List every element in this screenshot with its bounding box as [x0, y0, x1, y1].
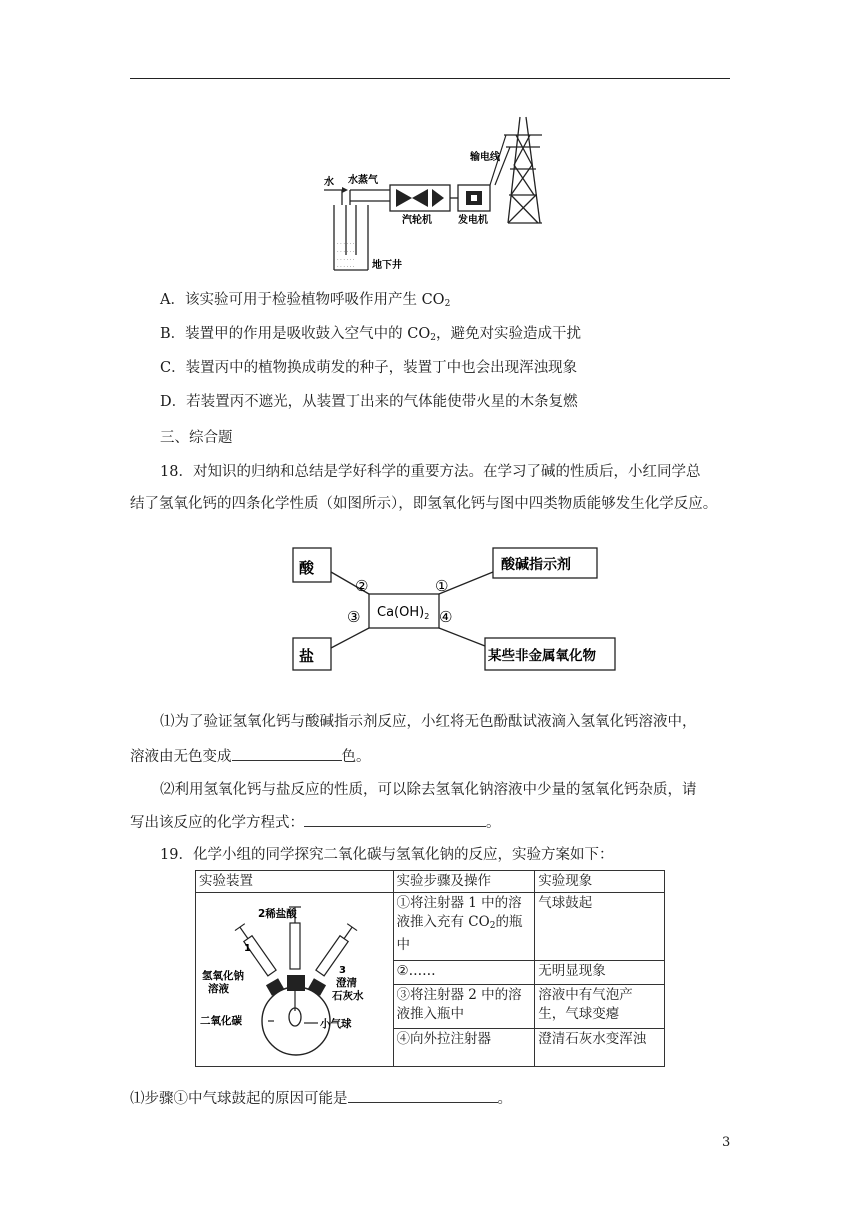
power-plant-diagram — [320, 105, 550, 280]
center-formula: $Ca(OH)_2$ — [377, 605, 430, 621]
generator-label: 发电机 — [458, 215, 488, 226]
header-steps: 实验步骤及操作 — [393, 871, 535, 893]
salt-label: 盐 — [299, 647, 315, 665]
q18-line2: 结了氢氧化钙的四条化学性质（如图所示），即氢氧化钙与图中四类物质能够发生化学反应。 — [130, 496, 718, 512]
link-3: ③ — [347, 608, 361, 626]
naoh-label-1: 氢氧化钠 — [202, 970, 244, 982]
indicator-label: 酸碱指示剂 — [501, 557, 571, 573]
steam-label: 水蒸气 — [348, 175, 378, 186]
syringe-3-num: 3 — [339, 965, 346, 976]
table-header-row — [196, 871, 665, 893]
answer-blank-equation[interactable] — [304, 812, 486, 827]
answer-blank-color[interactable] — [232, 746, 342, 761]
obs-3: 溶液中有气泡产 生，气球变瘪 — [535, 985, 665, 1029]
q18-line1: 18．对知识的归纳和总结是学好科学的重要方法。在学习了碱的性质后，小红同学总 — [160, 464, 701, 480]
link-2: ② — [355, 577, 369, 595]
turbine-label: 汽轮机 — [402, 215, 432, 226]
oxide-label: 某些非金属氧化物 — [488, 648, 596, 664]
q18-sub1-line2: 溶液由无色变成 色。 — [130, 746, 371, 767]
well-label: 地下井 — [372, 260, 402, 271]
option-a: A．该实验可用于检验植物呼吸作用产生 $CO_2$ — [160, 292, 451, 309]
co2-naoh-apparatus — [196, 893, 392, 1065]
svg-text:· · · · · ·: · · · · · · — [337, 249, 355, 255]
balloon-label: 小气球 — [320, 1018, 352, 1030]
line-label: 输电线 — [470, 152, 500, 163]
water-label: 水 — [324, 177, 334, 188]
q18-sub2-line2: 写出该反应的化学方程式： 。 — [130, 812, 501, 833]
experiment-table — [195, 870, 665, 1067]
q19-sub1: ⑴步骤①中气球鼓起的原因可能是 。 — [130, 1088, 512, 1109]
link-4: ④ — [439, 608, 453, 626]
syringe-1-num: 1 — [244, 943, 251, 954]
syringe-2 — [290, 923, 300, 969]
co2-label: 二氧化碳 — [200, 1015, 242, 1027]
link-1: ① — [435, 577, 449, 595]
step-2: ②…… — [393, 961, 535, 985]
q19-intro: 19．化学小组的同学探究二氧化碳与氢氧化钠的反应，实验方案如下： — [160, 847, 614, 863]
obs-4: 澄清石灰水变浑浊 — [535, 1029, 665, 1067]
answer-blank-balloon[interactable] — [348, 1088, 498, 1103]
obs-2: 无明显现象 — [535, 961, 665, 985]
naoh-label-2: 溶液 — [208, 983, 229, 995]
apparatus-cell — [196, 893, 394, 1067]
page-number: 3 — [722, 1135, 731, 1150]
well-water — [337, 241, 355, 270]
option-b: B．装置甲的作用是吸收鼓入空气中的 $CO_2$，避免对实验造成干扰 — [160, 326, 581, 343]
syringe-1 — [244, 936, 276, 976]
table-row — [196, 893, 665, 961]
option-d: D．若装置丙不遮光，从装置丁出来的气体能使带火星的木条复燃 — [160, 394, 578, 410]
step-3: ③将注射器 2 中的溶 液推入瓶中 — [393, 985, 535, 1029]
hcl-label: 2稀盐酸 — [258, 908, 297, 920]
calcium-hydroxide-diagram — [285, 540, 625, 675]
header-rule — [130, 78, 730, 79]
q18-sub2-line1: ⑵利用氢氧化钙与盐反应的性质，可以除去氢氧化钠溶液中少量的氢氧化钙杂质，请 — [160, 782, 697, 798]
q18-sub1-line1: ⑴为了验证氢氧化钙与酸碱指示剂反应，小红将无色酚酞试液滴入氢氧化钙溶液中， — [160, 714, 697, 730]
step-4: ④向外拉注射器 — [393, 1029, 535, 1067]
svg-text:· · · · · ·: · · · · · · — [337, 257, 355, 263]
option-c: C．装置丙中的植物换成萌发的种子，装置丁中也会出现浑浊现象 — [160, 360, 578, 376]
header-apparatus: 实验装置 — [196, 871, 394, 893]
lime-label-2: 石灰水 — [332, 990, 364, 1002]
svg-text:· · · · · ·: · · · · · · — [337, 264, 355, 270]
transmission-tower-icon — [504, 117, 542, 223]
obs-1: 气球鼓起 — [535, 893, 665, 961]
step-1: ①将注射器 1 中的溶 液推入充有 $CO_2$的瓶 中 — [393, 893, 535, 961]
acid-label: 酸 — [299, 559, 315, 577]
svg-text:· · · · · ·: · · · · · · — [337, 241, 355, 247]
header-observation: 实验现象 — [535, 871, 665, 893]
lime-label-1: 澄清 — [336, 977, 357, 989]
section-heading: 三、综合题 — [160, 430, 233, 446]
